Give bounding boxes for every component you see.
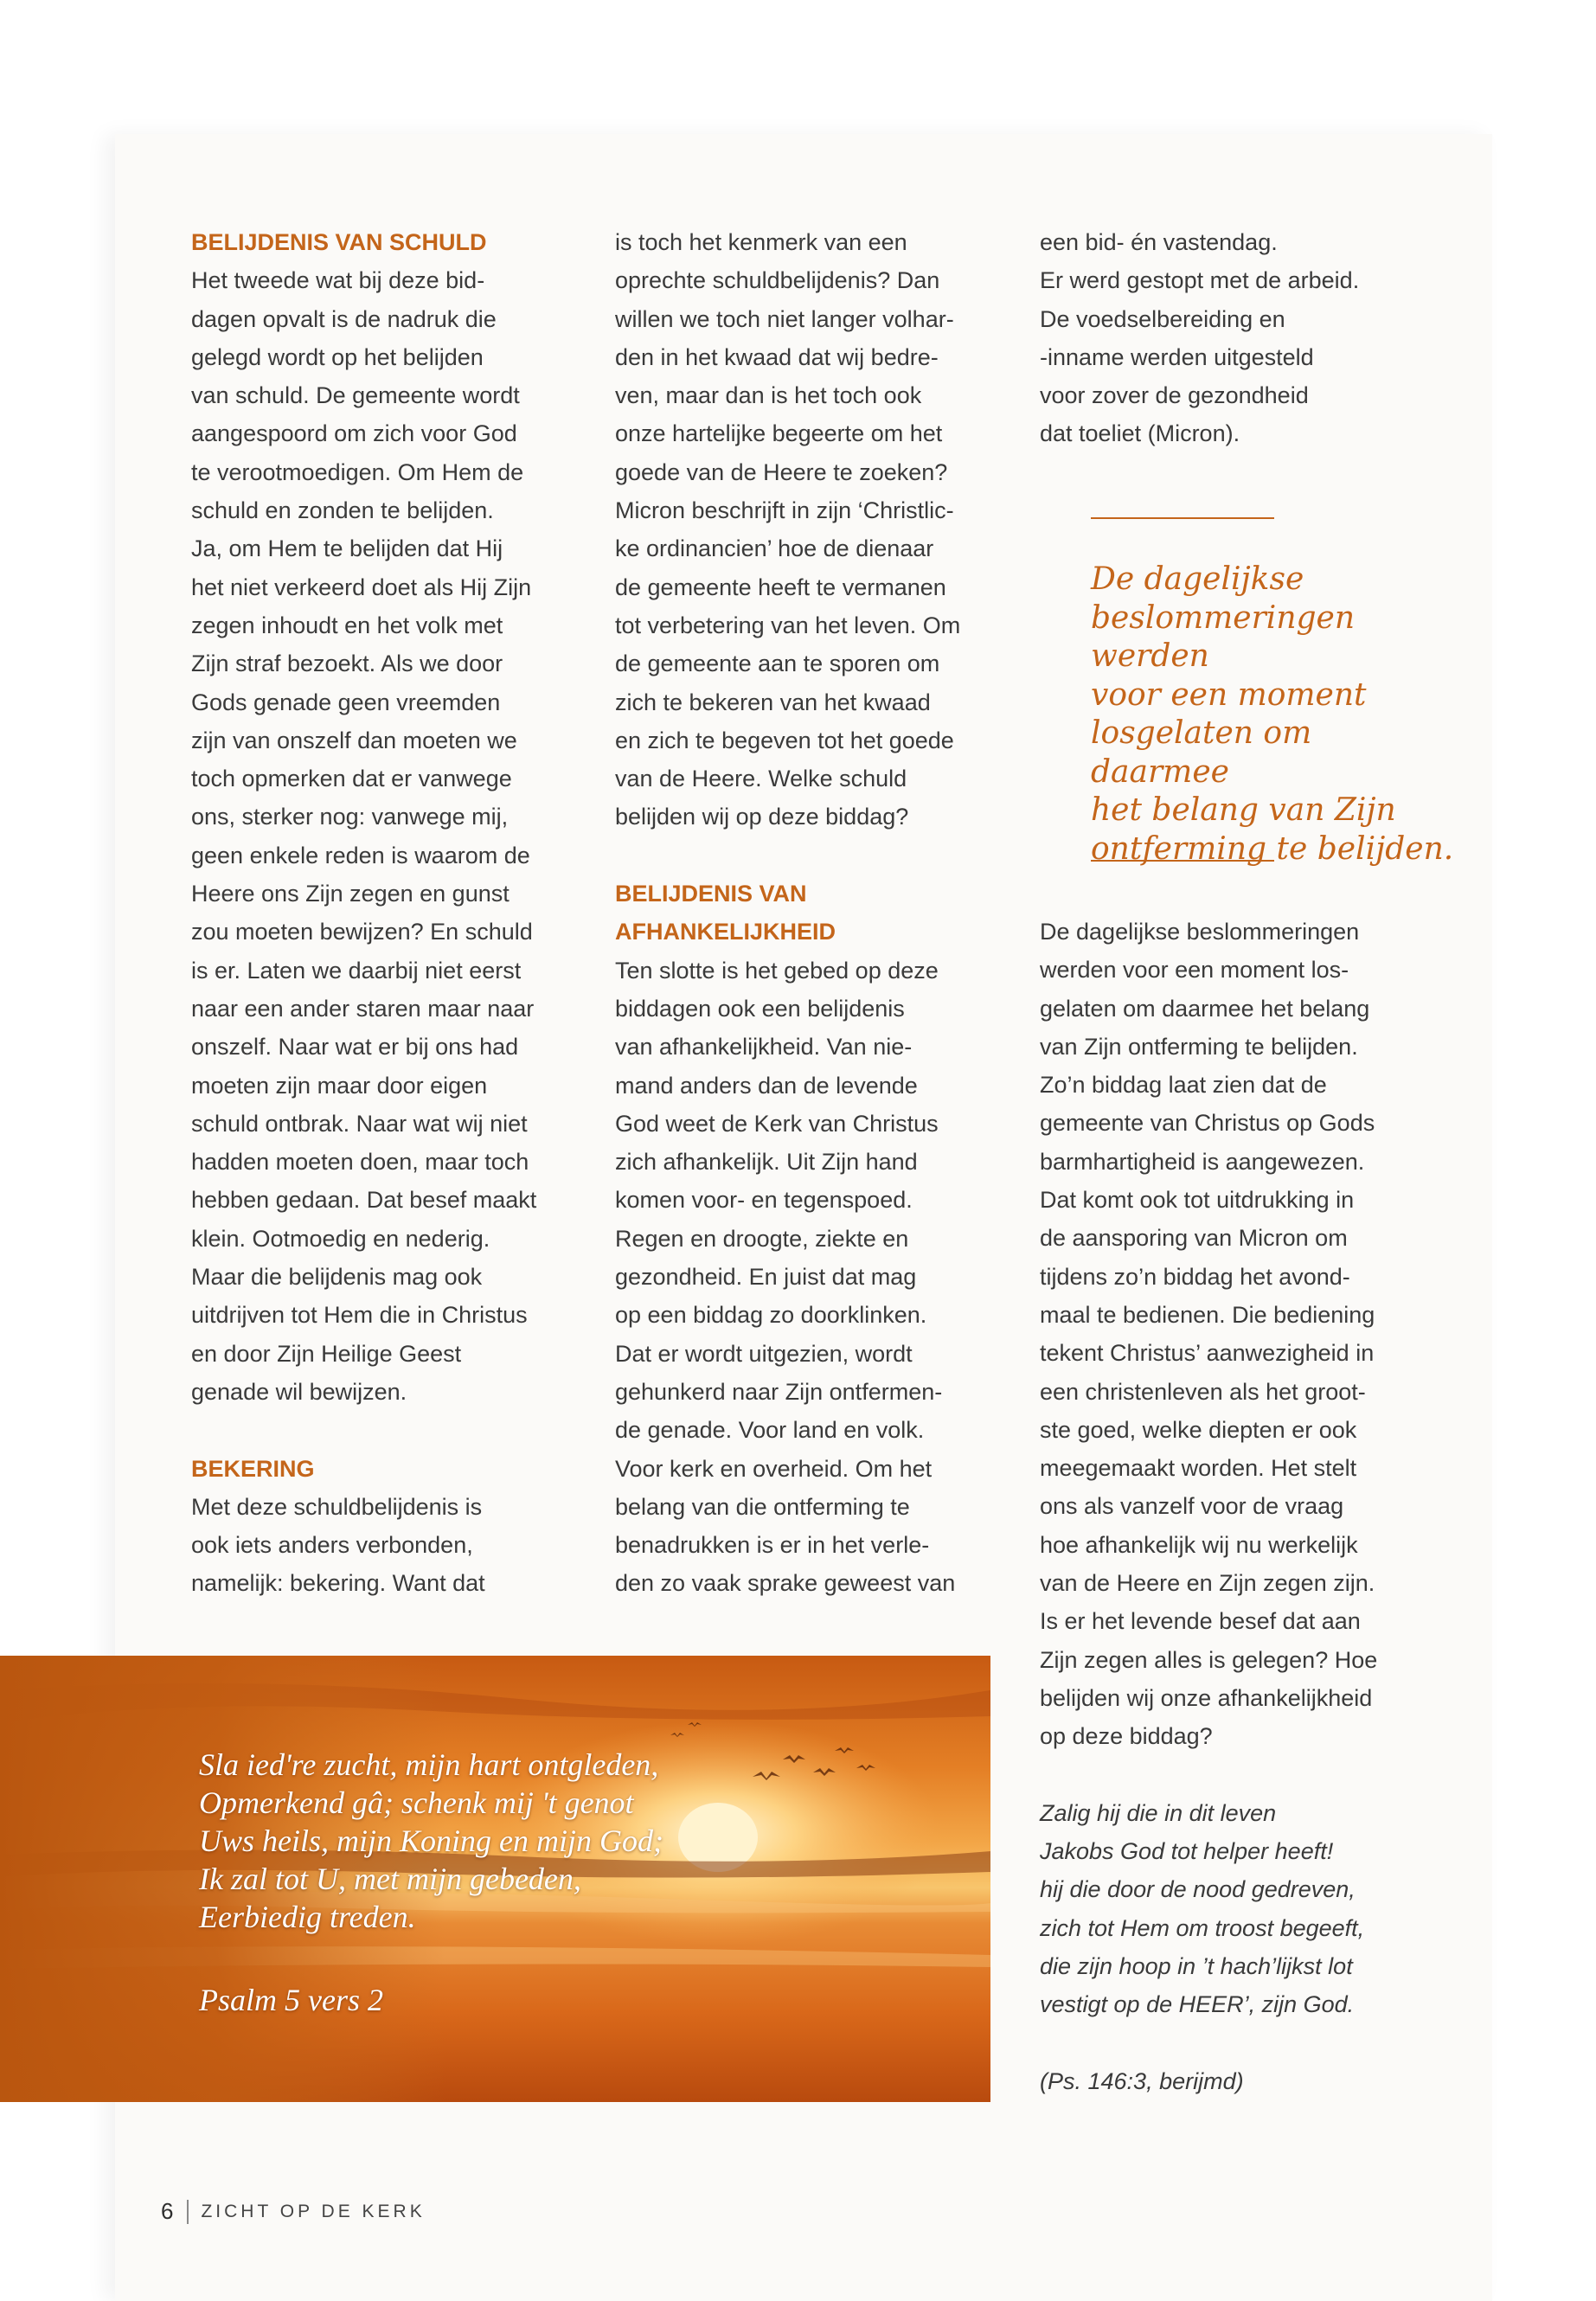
paragraph-bekering: Met deze schuldbelijdenis is ook iets anders verbonden, namelijk: bekering. Want dat — [191, 1493, 485, 1597]
paragraph-schuld: Het tweede wat bij deze bid- dagen opvalt is de nadruk die gelegd wordt op het belijden van schuld. De gemeente wordt aangespoord om zich voor God te verootmoedigen. Om Hem de schuld en zonden te belijden. Ja, om Hem te belijden dat Hij het niet verkeerd doet als Hij Zijn zegen inhoudt en het volk met Zijn straf bezoekt. Als we door Gods genade geen vreemden zijn van onszelf dan moeten we toch opmerken dat er vanwege ons, sterker nog: vanwege mij, geen enkele reden is waarom de Heere ons Zijn zegen en gunst zou moeten bewijzen? En schuld is er. Laten we daarbij niet eerst naar een ander staren maar naar onszelf. Naar wat er bij ons had moeten zijn maar door eigen schuld ontbrak. Naar wat wij niet hadden moeten doen, maar toch hebben gedaan. Dat besef maakt klein. Ootmoedig en nederig. Maar die belijdenis mag ook uitdrijven tot Hem die in Christus en door Zijn Heilige Geest genade wil bewijzen. — [191, 267, 537, 1405]
paragraph-vastendag: een bid- én vastendag. Er werd gestopt met de arbeid. De voedselbereiding en -inname werden uitgesteld voor zover de gezondheid dat toeliet (Micron). — [1040, 229, 1360, 447]
poem-psalm-146: Zalig hij die in dit leven Jakobs God tot helper heeft! hij die door de nood gedreven, zich tot Hem om troost begeeft, die zijn hoop in ’t hach’lijkst lot vestigt op de HEER’, zijn God. — [1040, 1799, 1365, 2018]
pullquote-rule-bottom — [1091, 860, 1274, 862]
pullquote-rule-top — [1091, 517, 1274, 519]
paragraph-afhankelijkheid: Ten slotte is het gebed op deze biddagen ook een belijdenis van afhankelijkheid. Van nie- mand anders dan de levende God weet de Kerk van Christus zich afhankelijk. Uit Zijn hand komen voor- en tegenspoed. Regen en droogte, ziekte en gezondheid. En juist dat mag op een biddag zo doorklinken. Dat er wordt uitgezien, wordt gehunkerd naar Zijn ontfermen- de genade. Voor land en volk. Voor kerk en overheid. Om het belang van die ontferming te benadrukken is er in het verle- den zo vaak sprake geweest van — [615, 957, 956, 1597]
page-number: 6 — [161, 2198, 174, 2224]
pullquote: De dagelijkse beslommeringen werden voor een moment losgelaten om daarmee het belang van Zijn ontferming te belijden. — [1091, 561, 1454, 867]
column-1 — [191, 223, 598, 1603]
heading-belijdenis-van-schuld: BELIJDENIS VAN SCHULD — [191, 229, 487, 255]
footer-divider — [187, 2200, 189, 2224]
paragraph-bekering-continued: is toch het kenmerk van een oprechte schuldbelijdenis? Dan willen we toch niet langer volhar- den in het kwaad dat wij bedre- ven, maar dan is het toch ook onze hartelijke begeerte om het goede van de Heere te zoeken? Micron beschrijft in zijn ‘Christlic- ke ordinancien’ hoe de dienaar de gemeente heeft te vermanen tot verbetering van het leven. Om de gemeente aan te sporen om zich te bekeren van het kwaad en zich te begeven tot het goede van de Heere. Welke schuld belijden wij op deze biddag? — [615, 229, 961, 830]
magazine-title: ZICHT OP DE KERK — [201, 2201, 426, 2221]
column-3-top — [1040, 223, 1438, 453]
paragraph-dagelijkse-beslommeringen: De dagelijkse beslommeringen werden voor een moment los- gelaten om daarmee het belang van Zijn ontferming te belijden. Zo’n biddag laat zien dat de gemeente van Christus op Gods barmhartigheid is aangewezen. Dat komt ook tot uitdrukking in de aansporing van Micron om tijdens zo’n biddag het avond- maal te bedienen. Die bediening tekent Christus’ aanwezigheid in een christenleven als het groot- ste goed, welke diepten er ook meegemaakt worden. Het stelt ons als vanzelf voor de vraag hoe afhankelijk wij nu werkelijk van de Heere en Zijn zegen zijn. Is er het levende besef dat aan Zijn zegen alles is gelegen? Hoe belijden wij onze afhankelijkheid op deze biddag? — [1040, 919, 1378, 1750]
page-footer — [161, 2198, 426, 2225]
column-3-bottom — [1040, 913, 1438, 2100]
column-2 — [615, 223, 1022, 1603]
psalm-reference: Psalm 5 vers 2 — [199, 1983, 383, 2017]
poem-reference: (Ps. 146:3, berijmd) — [1040, 2067, 1244, 2094]
psalm-verse: Sla ied're zucht, mijn hart ontgleden, Opmerkend gâ; schenk mij 't genot Uws heils, mijn Koning en mijn God; Ik zal tot U, met mijn gebeden, Eerbiedig treden. — [199, 1747, 663, 1934]
heading-bekering: BEKERING — [191, 1455, 315, 1482]
heading-belijdenis-van-afhankelijkheid: BELIJDENIS VAN AFHANKELIJKHEID — [615, 881, 836, 945]
